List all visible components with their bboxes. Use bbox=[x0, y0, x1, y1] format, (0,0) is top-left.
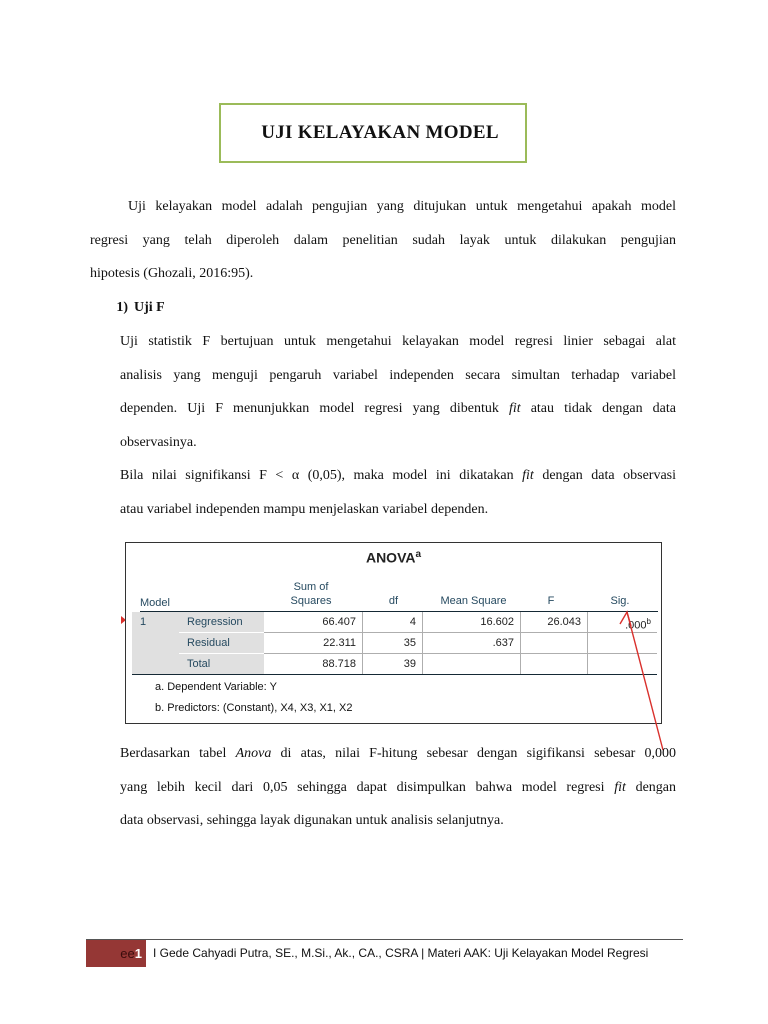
cell-ms-regression: 16.602 bbox=[480, 616, 514, 628]
header-mean-square: Mean Square bbox=[440, 595, 507, 607]
uji-f-line-6: atau variabel independen mampu menjelaskan variabel dependen. bbox=[120, 501, 489, 517]
header-f: F bbox=[547, 595, 555, 607]
row-divider bbox=[264, 653, 657, 654]
model-number: 1 bbox=[140, 616, 147, 628]
model-number-cell bbox=[132, 612, 179, 674]
uji-f-line-5 bbox=[120, 459, 676, 493]
uji-f-line-5b: dengan data observasi bbox=[542, 468, 677, 483]
conclusion-line-1b: di atas, nilai F-hitung sebesar dengan sigifikansi sebesar 0,000 bbox=[280, 746, 677, 761]
table-bottom-line bbox=[132, 674, 657, 675]
conclusion-paragraph bbox=[120, 737, 676, 838]
row-label-total: Total bbox=[179, 654, 264, 674]
conclusion-line-2 bbox=[120, 771, 676, 805]
conclusion-fit: fit bbox=[614, 779, 626, 795]
anova-title bbox=[126, 549, 661, 566]
cell-ss-regression: 66.407 bbox=[322, 616, 356, 628]
anova-title-text: ANOVA bbox=[365, 549, 416, 566]
arrow-head bbox=[620, 612, 631, 626]
header-sig: Sig. bbox=[610, 595, 630, 607]
uji-f-line-3b: atau tidak dengan data bbox=[530, 401, 676, 416]
uji-f-line-2: analisis yang menguji pengaruh variabel independen secara simultan terhadap variabel bbox=[120, 367, 676, 383]
sig-sup: b bbox=[646, 617, 651, 626]
header-df: df bbox=[388, 595, 399, 607]
uji-f-paragraph bbox=[120, 325, 676, 526]
footer-page-number bbox=[86, 940, 146, 967]
anova-title-sup: a bbox=[415, 549, 422, 560]
uji-f-line-3a: dependen. Uji F menunjukkan model regresi yang dibentuk bbox=[120, 401, 499, 416]
cell-f-regression: 26.043 bbox=[547, 616, 581, 628]
conclusion-line-1a: Berdasarkan tabel bbox=[120, 746, 227, 761]
uji-f-line-3-fit: fit bbox=[508, 401, 521, 416]
uji-f-line-5-fit: fit bbox=[522, 468, 534, 483]
column-divider bbox=[587, 612, 588, 674]
column-divider bbox=[422, 612, 423, 674]
title-box bbox=[219, 103, 527, 163]
section-heading bbox=[90, 300, 165, 316]
row-divider bbox=[264, 632, 657, 633]
row-label-regression: Regression bbox=[179, 612, 264, 632]
cell-df-total: 39 bbox=[403, 658, 416, 670]
anova-table bbox=[125, 542, 662, 724]
footer-page-prefix: ee bbox=[120, 946, 135, 961]
cell-df-regression: 4 bbox=[409, 616, 416, 628]
row-label-residual: Residual bbox=[179, 633, 264, 653]
uji-f-line-5a: Bila nilai signifikansi F < α (0,05), maka model ini dikatakan bbox=[120, 468, 514, 483]
section-title: Uji F bbox=[134, 300, 165, 315]
conclusion-anova: Anova bbox=[235, 746, 272, 761]
uji-f-line-3 bbox=[120, 392, 676, 426]
arrow-line bbox=[627, 612, 663, 750]
intro-paragraph bbox=[90, 190, 676, 291]
uji-f-line-1: Uji statistik F bertujuan untuk mengetahui kelayakan model regresi linier sebagai alat bbox=[120, 334, 676, 349]
conclusion-line-2b: dengan bbox=[635, 779, 677, 795]
intro-line-1: Uji kelayakan model adalah pengujian yang ditujukan untuk mengetahui apakah model bbox=[128, 199, 676, 214]
annotation-arrow-icon bbox=[600, 600, 680, 760]
header-ss-line1: Sum of bbox=[293, 581, 329, 593]
conclusion-line-3: data observasi, sehingga layak digunakan untuk analisis selanjutnya. bbox=[120, 813, 504, 828]
cell-df-residual: 35 bbox=[403, 637, 416, 649]
uji-f-line-4: observasinya. bbox=[120, 434, 197, 450]
intro-line-2: regresi yang telah diperoleh dalam penelitian sudah layak untuk dilakukan pengujian bbox=[90, 232, 676, 248]
conclusion-line-2a: yang lebih kecil dari 0,05 sehingga dapat disimpulkan bahwa model regresi bbox=[120, 779, 605, 795]
section-number: 1) bbox=[116, 300, 128, 315]
cell-ms-residual: .637 bbox=[492, 637, 514, 649]
page-title: UJI KELAYAKAN MODEL bbox=[261, 122, 499, 143]
header-ss-line2: Squares bbox=[290, 595, 332, 607]
intro-line-3: hipotesis (Ghozali, 2016:95). bbox=[90, 266, 254, 281]
footer-text: I Gede Cahyadi Putra, SE., M.Si., Ak., CA., CSRA | Materi AAK: Uji Kelayakan Model Regresi bbox=[153, 946, 649, 960]
column-divider bbox=[362, 612, 363, 674]
header-model: Model bbox=[140, 597, 170, 609]
footnote-b: b. Predictors: (Constant), X4, X3, X1, X2 bbox=[155, 702, 353, 714]
column-divider bbox=[520, 612, 521, 674]
footer-page-digit: 1 bbox=[134, 946, 142, 961]
footnote-a: a. Dependent Variable: Y bbox=[155, 681, 277, 693]
cell-ss-total: 88.718 bbox=[322, 658, 356, 670]
conclusion-line-1 bbox=[120, 737, 676, 771]
cell-ss-residual: 22.311 bbox=[323, 637, 356, 649]
sig-value: .000 bbox=[625, 619, 647, 632]
